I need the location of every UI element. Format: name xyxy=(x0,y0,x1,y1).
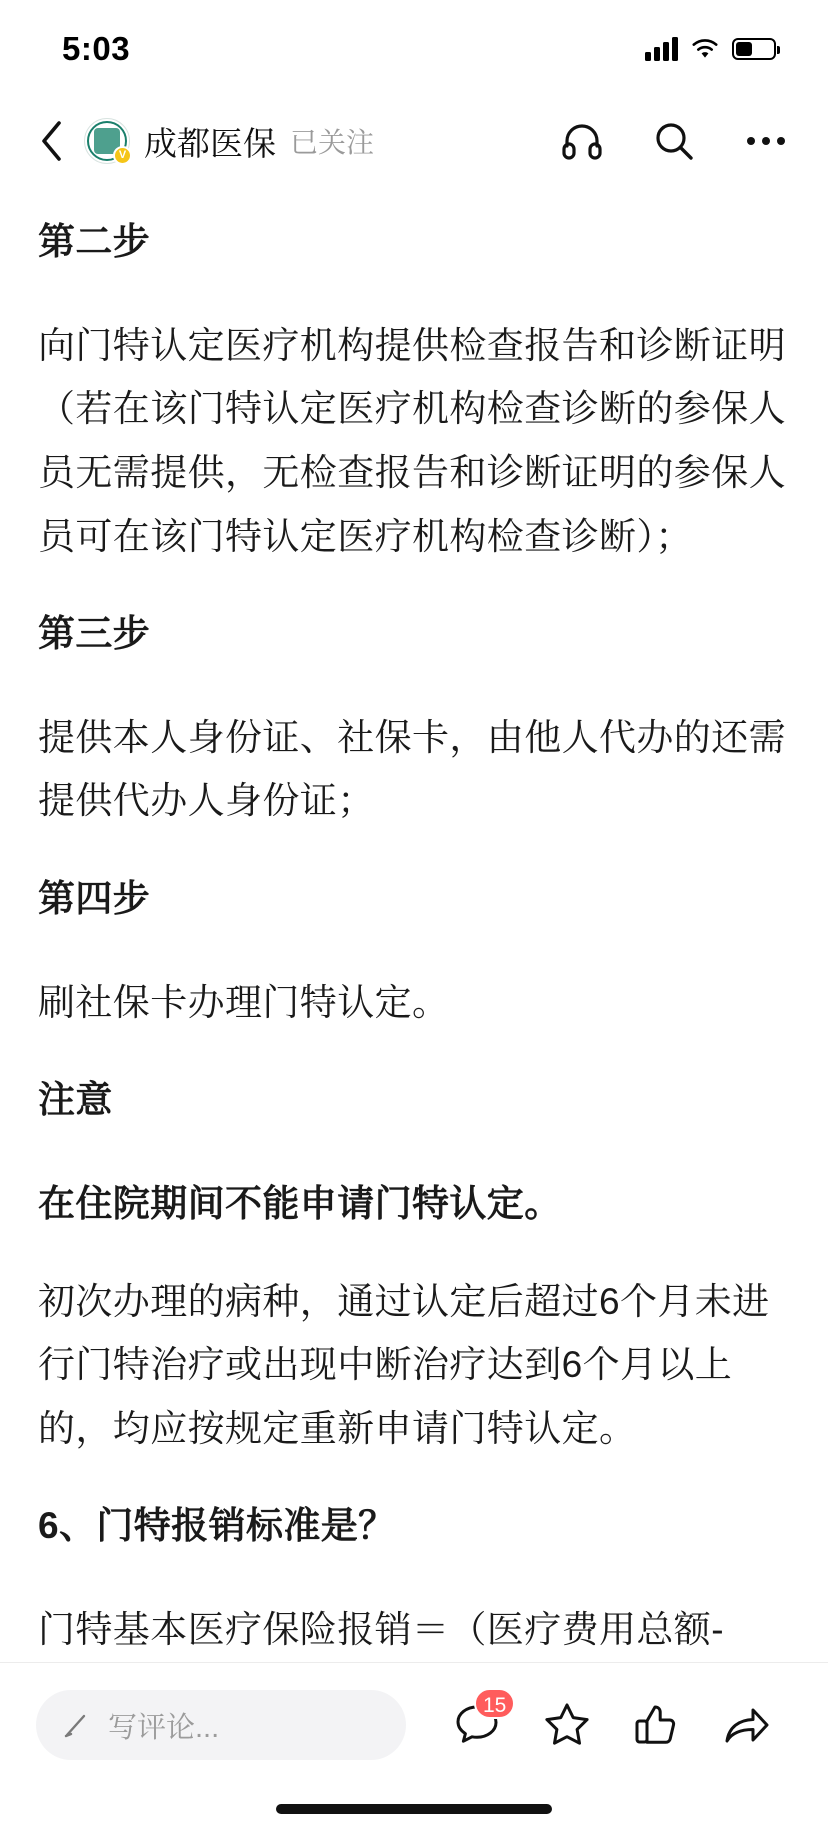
article-body[interactable] xyxy=(0,184,828,1662)
home-indicator-area xyxy=(0,1788,828,1840)
comment-count-badge: 15 xyxy=(474,1688,515,1719)
status-time: 5:03 xyxy=(62,30,131,67)
follow-state-label[interactable]: 已关注 xyxy=(290,127,375,158)
more-options-icon xyxy=(747,137,785,145)
account-name: 成都医保 xyxy=(144,124,276,162)
comment-placeholder: 写评论... xyxy=(108,1711,220,1744)
toolbar-actions xyxy=(432,1694,792,1756)
article-paragraph: 向门特认定医疗机构提供检查报告和诊断证明（若在该门特认定医疗机构检查诊断的参保人员无需提供，无检查报告和诊断证明的参保人员可在该门特认定医疗机构检查诊断）； xyxy=(38,324,786,557)
comment-button[interactable] xyxy=(446,1694,508,1756)
article-paragraph: 刷社保卡办理门特认定。 xyxy=(38,981,450,1023)
thumbs-up-icon xyxy=(629,1697,685,1753)
status-bar xyxy=(0,0,828,98)
back-button[interactable] xyxy=(30,119,74,163)
cellular-signal-icon xyxy=(645,37,678,61)
star-icon xyxy=(539,1697,595,1753)
article-paragraph: 提供本人身份证、社保卡，由他人代办的还需提供代办人身份证； xyxy=(38,716,786,822)
account-header[interactable] xyxy=(84,118,558,165)
navigation-bar xyxy=(0,98,828,184)
article-paragraph: 6、门特报销标准是？ xyxy=(38,1505,396,1547)
comment-toolbar xyxy=(0,1662,828,1788)
like-button[interactable] xyxy=(626,1694,688,1756)
headphones-icon xyxy=(560,119,604,163)
share-button[interactable] xyxy=(716,1694,778,1756)
chevron-left-icon xyxy=(39,119,65,163)
nav-actions xyxy=(558,117,790,165)
article-paragraph: 初次办理的病种，通过认定后超过6个月未进行门特治疗或出现中断治疗达到6个月以上的，均应按规定重新申请门特认定。 xyxy=(38,1280,770,1449)
article-paragraph: 注意 xyxy=(38,1079,113,1121)
article-paragraph: 在住院期间不能申请门特认定。 xyxy=(38,1182,562,1224)
search-icon xyxy=(652,119,696,163)
article-paragraph: 第三步 xyxy=(38,613,151,655)
favorite-button[interactable] xyxy=(536,1694,598,1756)
article-paragraph: 第二步 xyxy=(38,221,151,262)
article-paragraph: 第四步 xyxy=(38,878,151,919)
pencil-icon xyxy=(62,1710,92,1740)
home-indicator[interactable] xyxy=(276,1804,552,1814)
listen-button[interactable] xyxy=(558,117,606,165)
battery-icon xyxy=(732,38,776,60)
comment-input[interactable] xyxy=(36,1690,406,1760)
account-avatar[interactable] xyxy=(84,118,130,164)
verified-badge-icon: V xyxy=(113,146,132,165)
share-arrow-icon xyxy=(719,1697,775,1753)
search-button[interactable] xyxy=(650,117,698,165)
wifi-icon xyxy=(690,37,720,61)
article-paragraph: 门特基本医疗保险报销＝（医疗费用总额- xyxy=(38,1609,724,1650)
status-indicators xyxy=(645,37,776,61)
more-options-button[interactable] xyxy=(742,117,790,165)
